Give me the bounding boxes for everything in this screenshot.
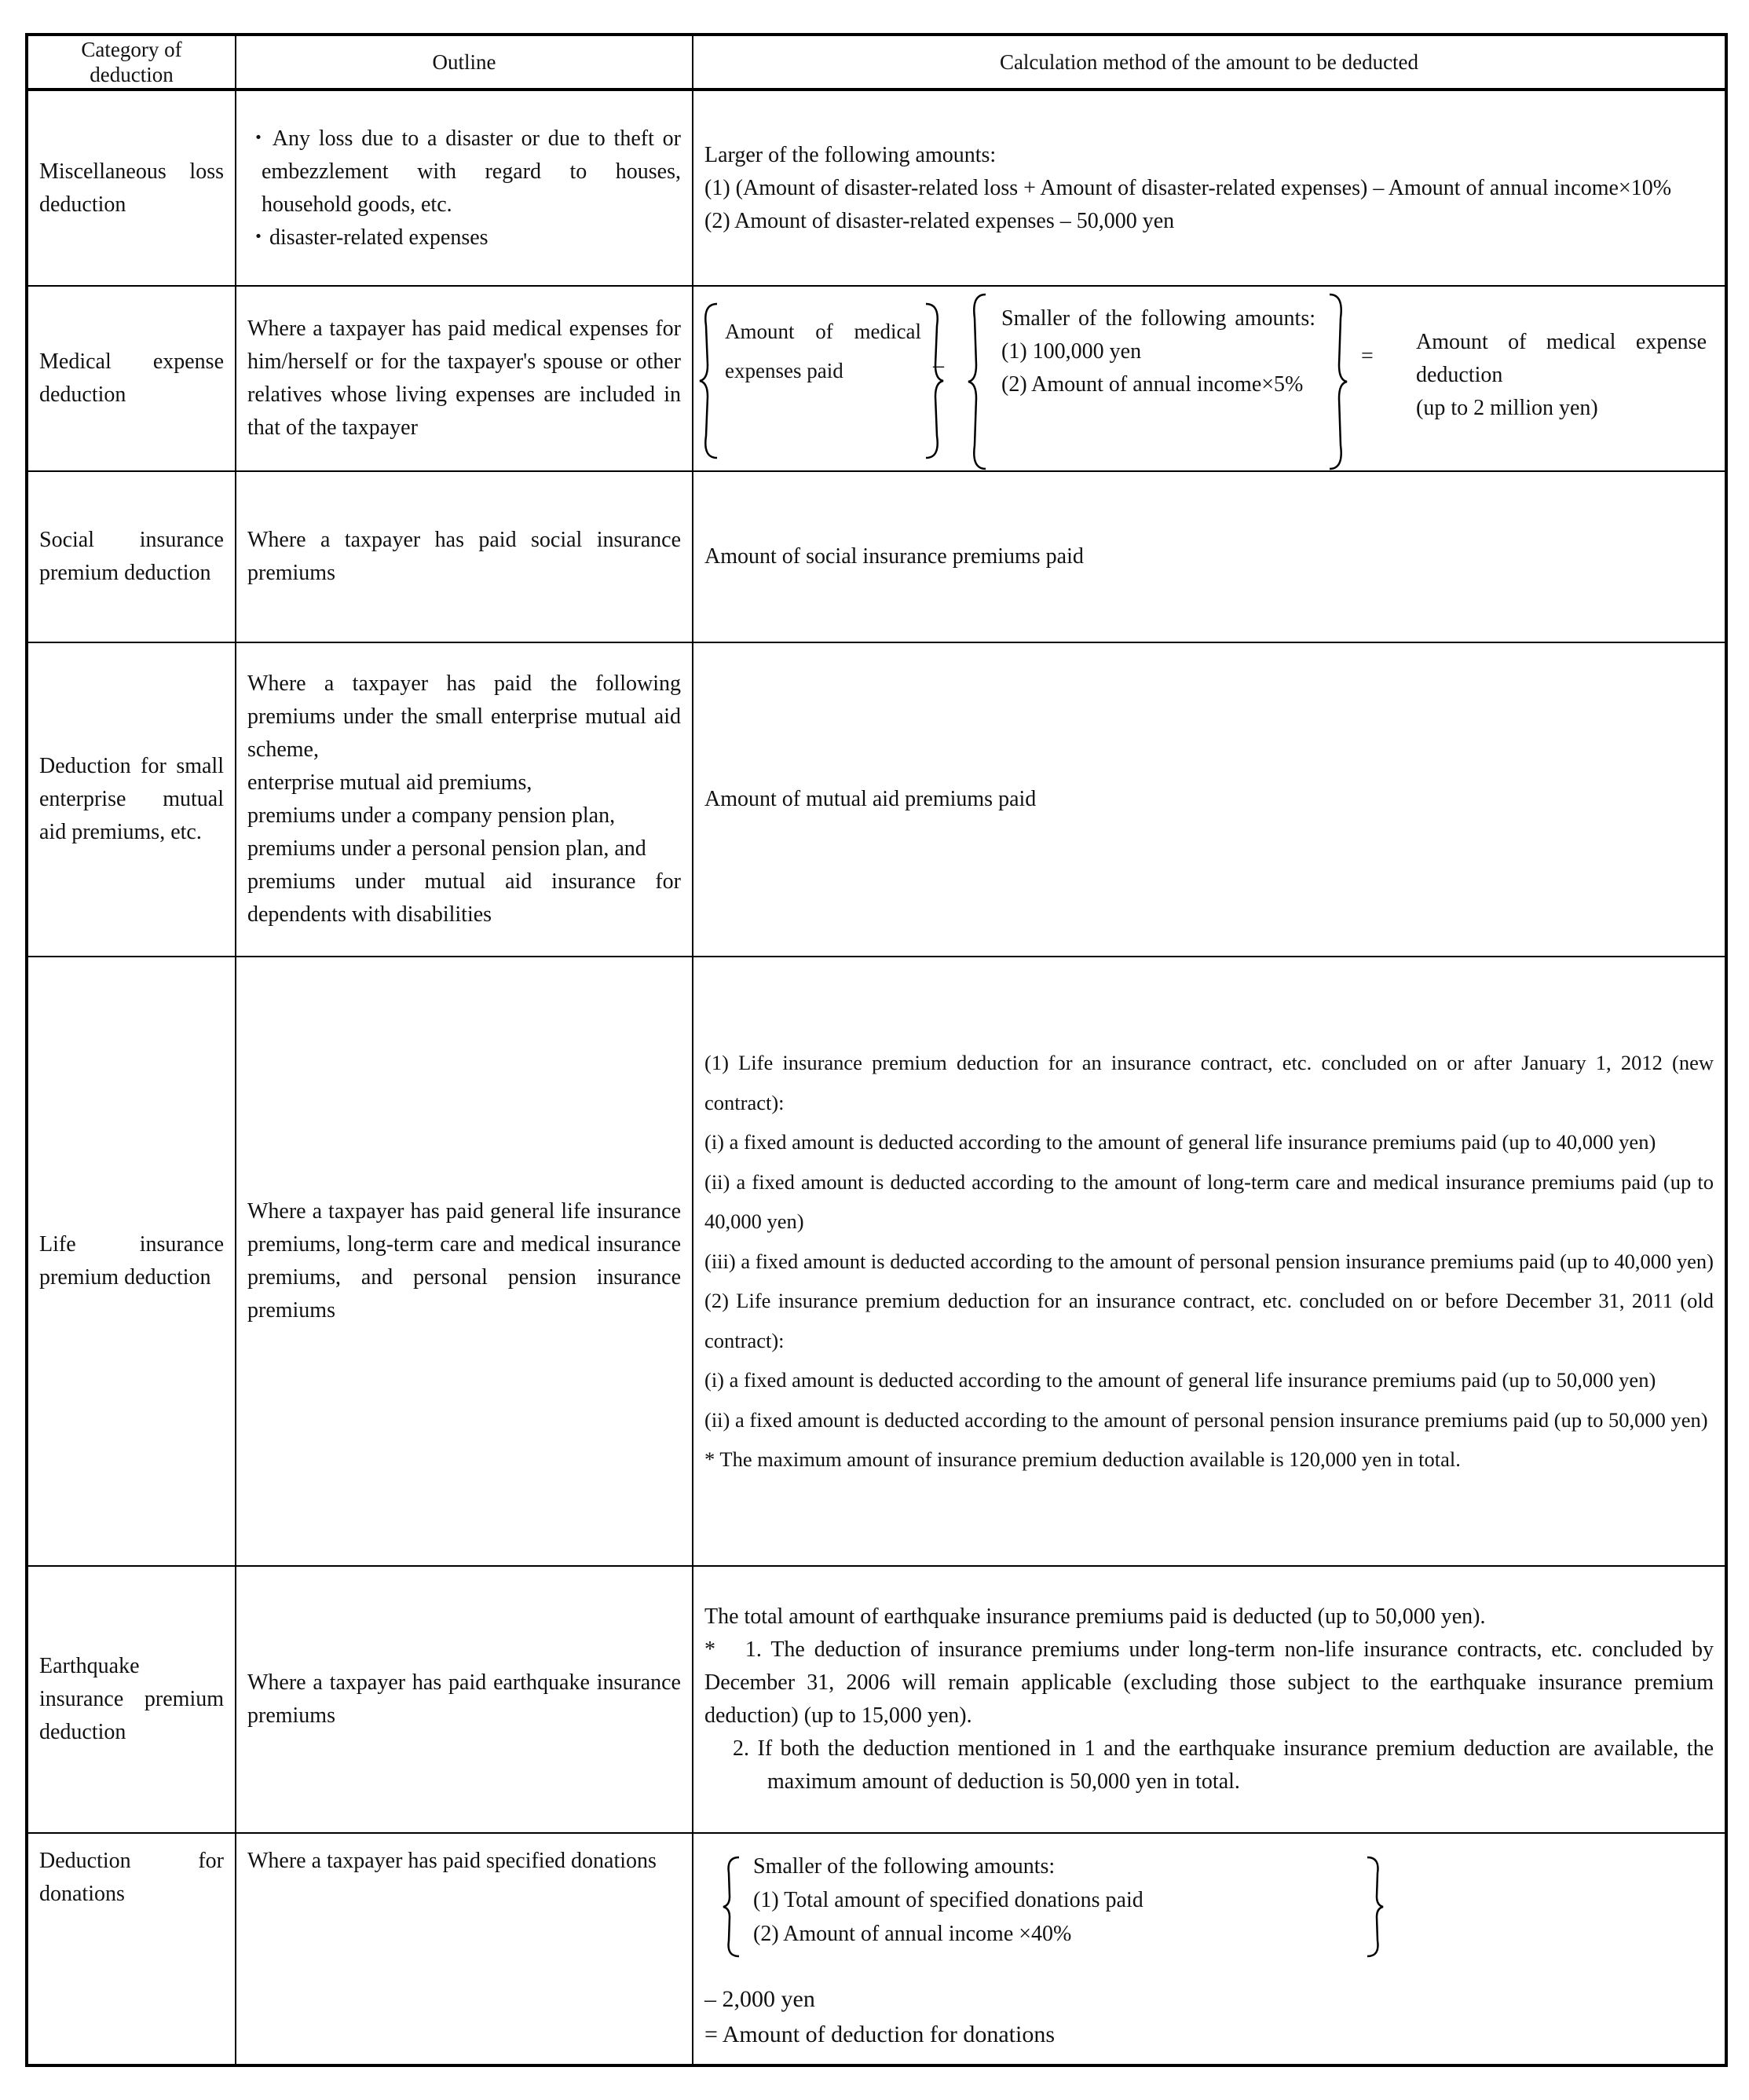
calc-line: (iii) a fixed amount is deducted according to the amount of personal pension insurance premiums paid (up to 40,000 yen): [704, 1249, 1714, 1273]
outline-cell: [236, 286, 693, 471]
calc-cell: [693, 642, 1726, 957]
outline-cell: [236, 1566, 693, 1833]
outline-cell: [236, 90, 693, 286]
medical-smaller-item: (1) 100,000 yen: [1001, 339, 1142, 364]
category-cell: [27, 1833, 236, 2065]
outline-cell: [236, 957, 693, 1566]
header-row: [27, 35, 1726, 90]
medical-smaller-title: Smaller of the following amounts:: [1001, 306, 1315, 331]
calc-line: (ii) a fixed amount is deducted according to the amount of long-term care and medical insurance premiums paid (up to 40,000 yen): [704, 1169, 1714, 1234]
table-row: [27, 471, 1726, 642]
category-label: Earthquake insurance premium deduction: [39, 1654, 224, 1744]
calc-cell: [693, 1566, 1726, 1833]
calc-cell: [693, 90, 1726, 286]
outline-line: premiums under mutual aid insurance for dependents with disabilities: [247, 869, 681, 927]
medical-result-limit: (up to 2 million yen): [1416, 396, 1598, 420]
calc-cell: [693, 286, 1726, 471]
table-row: [27, 1566, 1726, 1833]
calc-cell: [693, 471, 1726, 642]
medical-result-label: Amount of medical expense deduction: [1416, 330, 1707, 387]
donation-smaller-block: [753, 1849, 1350, 1951]
category-cell: [27, 642, 236, 957]
outline-cell: [236, 1833, 693, 2065]
outline-line: premiums under a company pension plan,: [247, 803, 616, 828]
calc-line: (1) Life insurance premium deduction for an insurance contract, etc. concluded on or after January 1, 2012 (new contract):: [704, 1051, 1714, 1114]
calc-line: (i) a fixed amount is deducted according to the amount of general life insurance premiums paid (up to 50,000 yen): [704, 1368, 1656, 1392]
category-label: Deduction for small enterprise mutual aid premiums, etc.: [39, 754, 224, 844]
category-label: Miscellaneous loss deduction: [39, 159, 224, 217]
left-brace-icon: [967, 293, 989, 470]
category-cell: [27, 286, 236, 471]
medical-smaller-item: (2) Amount of annual income×5%: [1001, 372, 1304, 397]
category-cell: [27, 471, 236, 642]
right-brace-icon: [1364, 1856, 1385, 1958]
deduction-table: [25, 33, 1728, 2067]
calc-line: (ii) a fixed amount is deducted according to the amount of personal pension insurance premiums paid (up to 50,000 yen): [704, 1407, 1708, 1432]
right-brace-icon: [1326, 293, 1348, 470]
calc-line: (i) a fixed amount is deducted according to the amount of general life insurance premiums paid (up to 40,000 yen): [704, 1130, 1656, 1154]
category-cell: [27, 90, 236, 286]
left-brace-icon: [698, 302, 720, 459]
calc-footnote: * The maximum amount of insurance premium deduction available is 120,000 yen in total.: [704, 1447, 1461, 1472]
calc-cell: [693, 1833, 1726, 2065]
medical-paid-label: Amount of medical expenses paid: [725, 320, 921, 382]
outline-cell: [236, 642, 693, 957]
calc-line: (2) Life insurance premium deduction for an insurance contract, etc. concluded on or before December 31, 2011 (old contract):: [704, 1289, 1714, 1352]
outline-bullet: ・disaster-related expenses: [247, 225, 488, 250]
calc-line: (1) (Amount of disaster-related loss + Amount of disaster-related expenses) – Amount of annual income×10%: [704, 175, 1672, 200]
calc-line: The total amount of earthquake insurance premiums paid is deducted (up to 50,000 yen).: [704, 1604, 1486, 1629]
calc-cell: [693, 957, 1726, 1566]
outline-cell: [236, 471, 693, 642]
header-category: Category of deduction: [27, 35, 236, 90]
donation-result: [704, 1981, 1714, 2052]
category-cell: [27, 1566, 236, 1833]
donation-smaller-item: (1) Total amount of specified donations paid: [753, 1888, 1143, 1912]
medical-smaller-block: [1001, 302, 1315, 401]
table-row: [27, 286, 1726, 471]
calc-line: Larger of the following amounts:: [704, 142, 997, 167]
outline-text: Where a taxpayer has paid specified donations: [247, 1849, 657, 1873]
outline-line: Where a taxpayer has paid the following premiums under the small enterprise mutual aid scheme,: [247, 671, 681, 762]
medical-formula: [693, 288, 1725, 469]
table-row: [27, 90, 1726, 286]
outline-text: Where a taxpayer has paid medical expenses for him/herself or for the taxpayer's spouse or other relatives whose living expenses are included in that of the taxpayer: [247, 316, 681, 440]
donation-equals-line: = Amount of deduction for donations: [704, 2021, 1056, 2047]
equals-sign: =: [1361, 344, 1374, 368]
outline-text: Where a taxpayer has paid earthquake insurance premiums: [247, 1670, 681, 1728]
category-label: Social insurance premium deduction: [39, 528, 224, 585]
outline-text: Where a taxpayer has paid general life insurance premiums, long-term care and medical insurance premiums, and personal pension insurance premiums: [247, 1199, 681, 1323]
donation-smaller-title: Smaller of the following amounts:: [753, 1854, 1056, 1879]
donation-minus-line: – 2,000 yen: [704, 1986, 815, 2012]
calc-line: Amount of mutual aid premiums paid: [704, 787, 1037, 811]
outline-line: premiums under a personal pension plan, and: [247, 836, 646, 861]
outline-bullet: ・Any loss due to a disaster or due to theft or embezzlement with regard to houses, household goods, etc.: [247, 126, 681, 217]
header-outline: Outline: [236, 35, 693, 90]
calc-note: 2. If both the deduction mentioned in 1 and the earthquake insurance premium deduction are available, the maximum amount of deduction is 50,000 yen in total.: [733, 1736, 1714, 1794]
outline-line: enterprise mutual aid premiums,: [247, 770, 532, 795]
table-row: [27, 957, 1726, 1566]
table-row: [27, 642, 1726, 957]
outline-text: Where a taxpayer has paid social insurance premiums: [247, 528, 681, 585]
donation-formula: [704, 1849, 1714, 1959]
left-brace-icon: [722, 1856, 742, 1958]
minus-sign: –: [933, 353, 944, 378]
category-label: Medical expense deduction: [39, 349, 224, 407]
calc-note: * 1. The deduction of insurance premiums under long-term non-life insurance contracts, etc. concluded by December 31, 2006 will remain applicable (excluding those subject to the earthquake insurance premium deduction) (up to 15,000 yen).: [704, 1637, 1714, 1728]
header-calculation: Calculation method of the amount to be deducted: [693, 35, 1726, 90]
donation-smaller-item: (2) Amount of annual income ×40%: [753, 1922, 1072, 1946]
medical-result: [1416, 326, 1707, 425]
calc-line: Amount of social insurance premiums paid: [704, 544, 1084, 569]
calc-line: (2) Amount of disaster-related expenses – 50,000 yen: [704, 208, 1175, 233]
table-row: [27, 1833, 1726, 2065]
category-label: Life insurance premium deduction: [39, 1232, 224, 1290]
category-label: Deduction for donations: [39, 1849, 224, 1906]
category-cell: [27, 957, 236, 1566]
